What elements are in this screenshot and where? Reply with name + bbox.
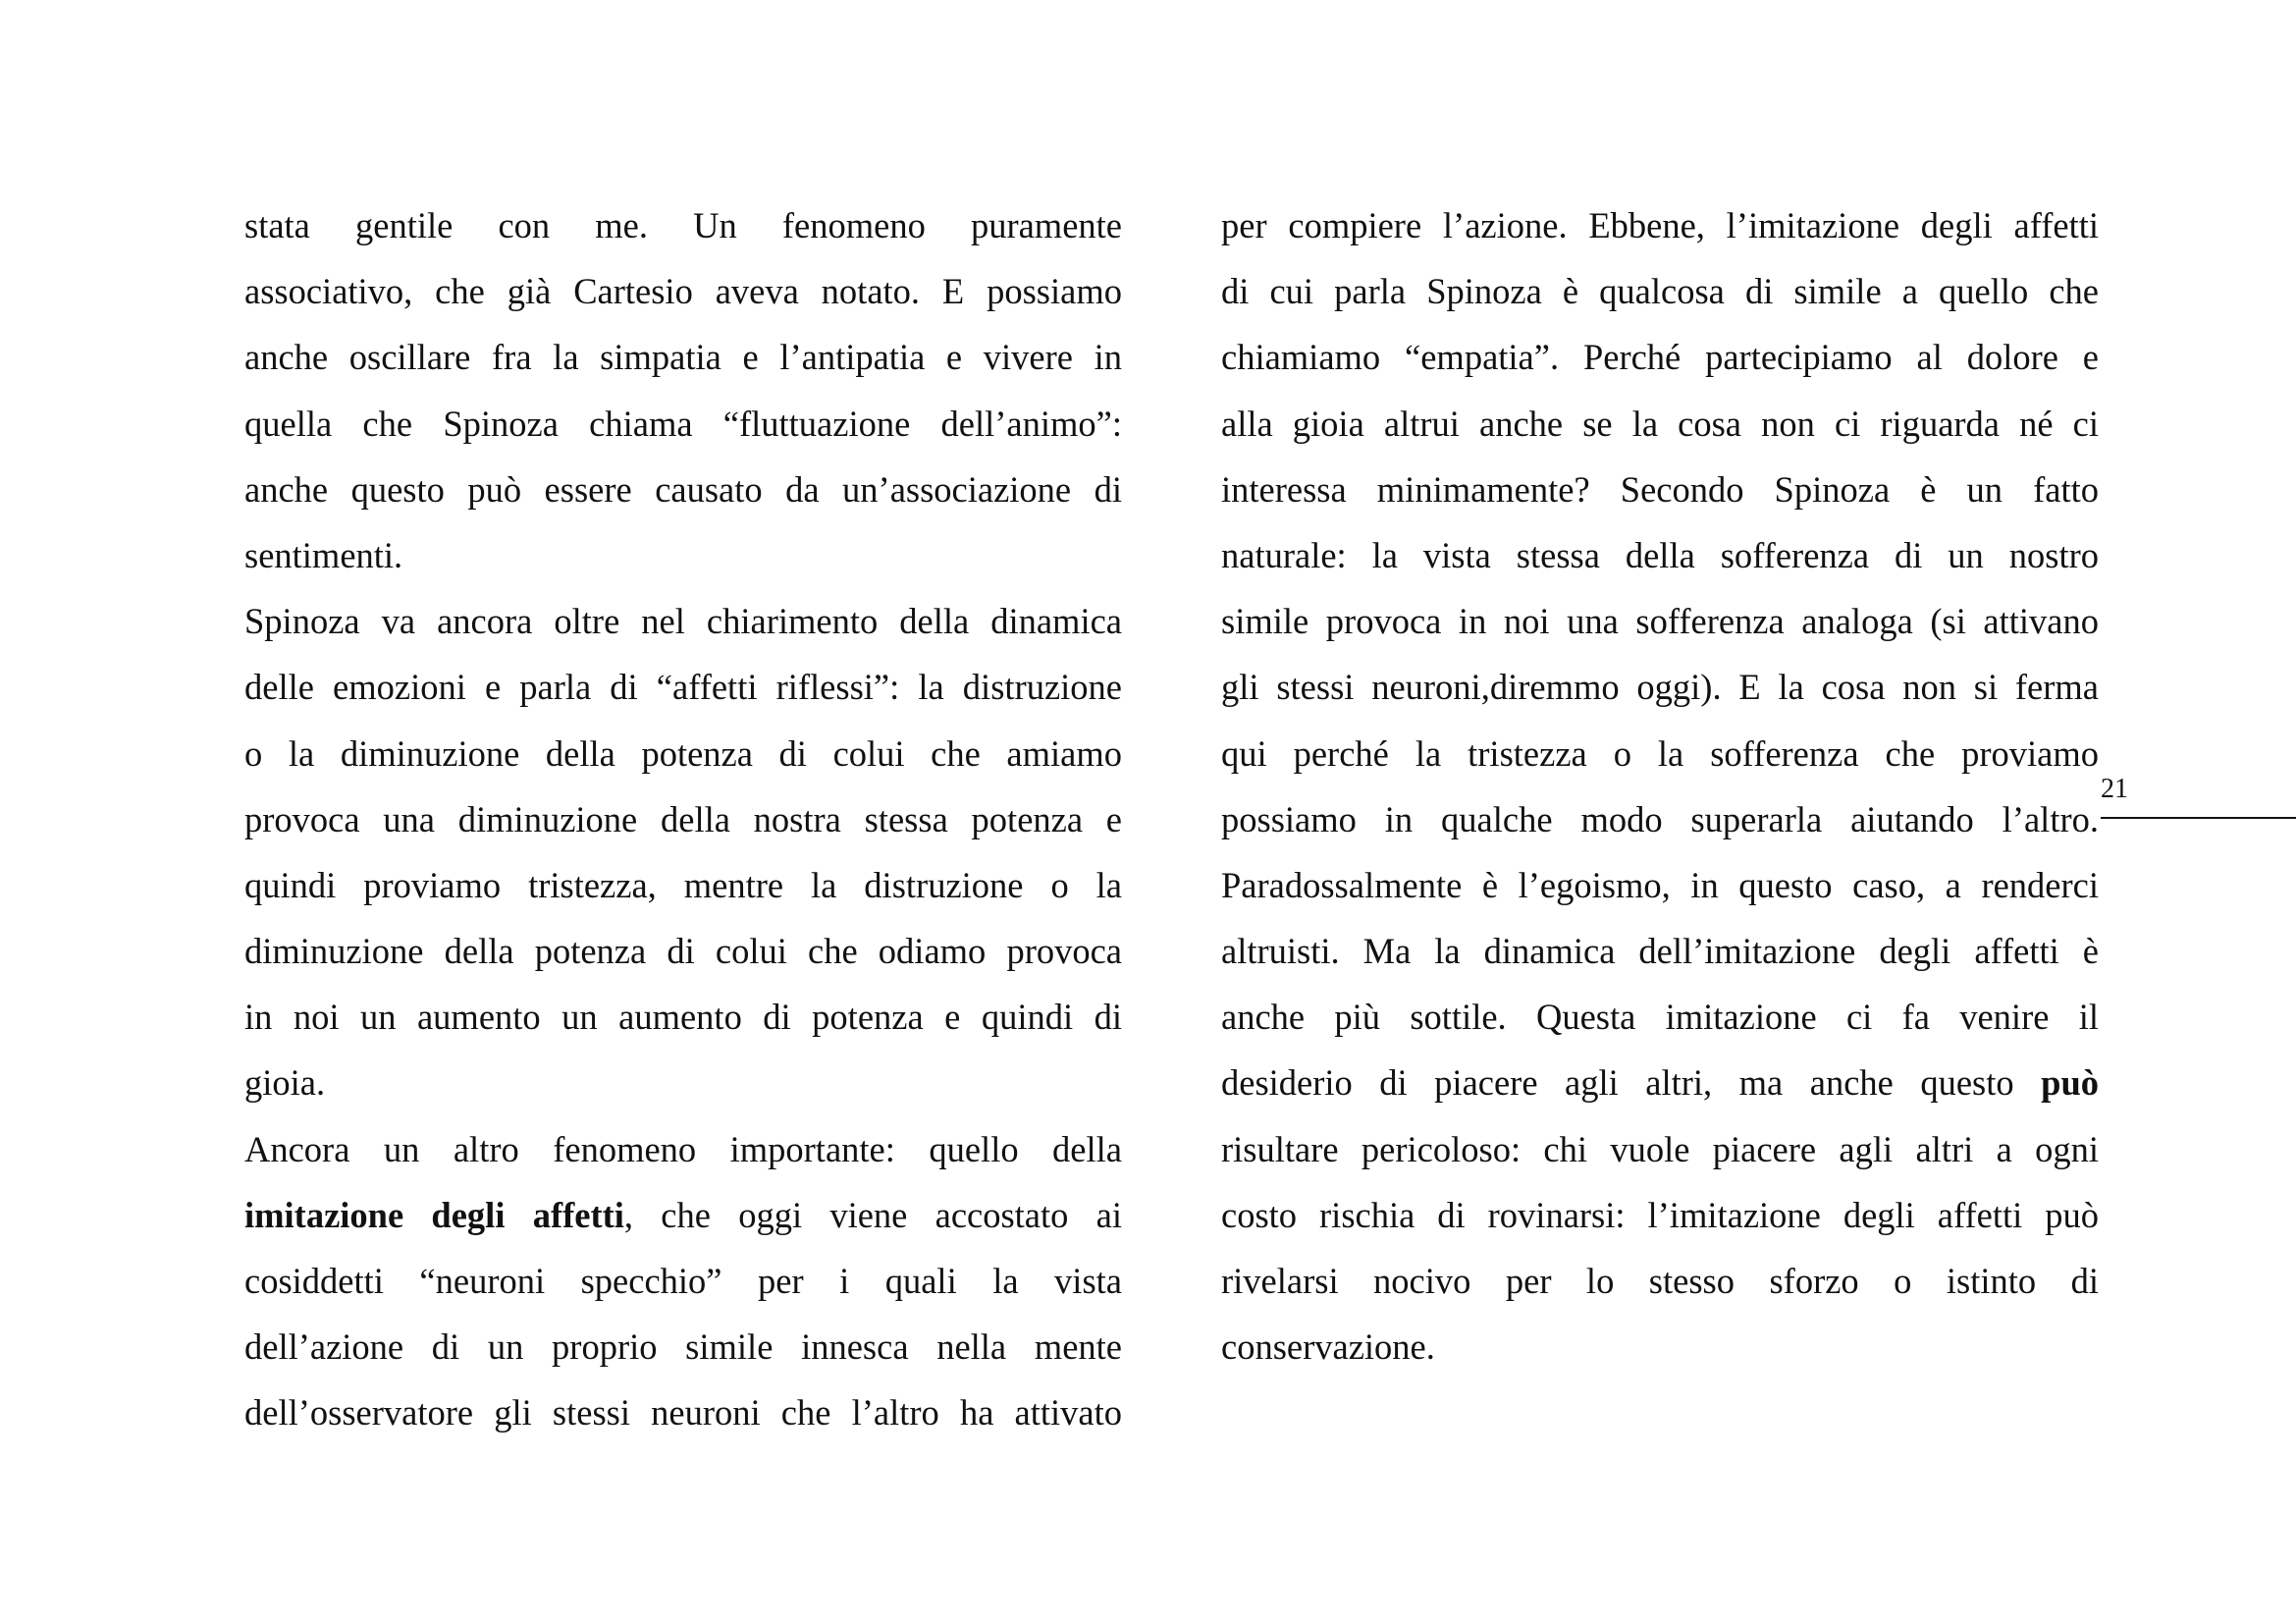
text-line: interessa minimamente? Secondo Spinoza è un fatto xyxy=(1221,468,2099,510)
text-line: cosiddetti “neuroni specchio” per i quali la vista xyxy=(244,1261,1122,1301)
footnote-separator xyxy=(2101,817,2296,819)
text-line-with-bold xyxy=(244,1182,1122,1248)
text-line-with-bold xyxy=(1221,1050,2099,1115)
text-line: rivelarsi nocivo per lo stesso sforzo o istinto di xyxy=(1221,1261,2099,1301)
footnote-reference: 21 xyxy=(2101,774,2128,804)
text-line: dell’azione di un proprio simile innesca nella mente xyxy=(244,1326,1122,1368)
text-line: diminuzione della potenza di colui che odiamo provoca xyxy=(244,931,1122,972)
text-line: provoca una diminuzione della nostra stessa potenza e xyxy=(244,798,1122,839)
text-line: costo rischia di rovinarsi: l’imitazione degli affetti può xyxy=(1221,1194,2099,1235)
text-line: delle emozioni e parla di “affetti riflessi”: la distruzione xyxy=(244,667,1122,708)
text-line: altruisti. Ma la dinamica dell’imitazione degli affetti è xyxy=(1221,931,2099,972)
text-line: qui perché la tristezza o la sofferenza che proviamo xyxy=(1221,732,2099,774)
left-text-column xyxy=(244,192,1122,1446)
text-line: naturale: la vista stessa della sofferenza di un nostro xyxy=(1221,534,2099,575)
text-line: o la diminuzione della potenza di colui che amiamo xyxy=(244,732,1122,774)
text-line: stata gentile con me. Un fenomeno puramente xyxy=(244,205,1122,245)
text-line: anche più sottile. Questa imitazione ci fa venire il xyxy=(1221,997,2099,1038)
text-line: in noi un aumento un aumento di potenza e quindi di xyxy=(244,997,1122,1038)
text-line: Spinoza va ancora oltre nel chiarimento della dinamica xyxy=(244,601,1122,642)
right-text-column xyxy=(1221,192,2099,1380)
text-line: risultare pericoloso: chi vuole piacere agli altri a ogni xyxy=(1221,1128,2099,1169)
text-line: quella che Spinoza chiama “fluttuazione dell’animo”: xyxy=(244,403,1122,444)
text-line: associativo, che già Cartesio aveva notato. E possiamo xyxy=(244,271,1122,312)
bold-term: imitazione degli affetti xyxy=(244,1194,624,1235)
text-fragment: desiderio di piacere agli altri, ma anche questo xyxy=(1221,1062,2042,1104)
text-line: conservazione. xyxy=(1221,1326,1435,1368)
text-fragment: , che oggi viene accostato ai xyxy=(623,1194,1122,1235)
text-line: Paradossalmente è l’egoismo, in questo caso, a renderci xyxy=(1221,864,2099,905)
text-line: sentimenti. xyxy=(244,534,403,575)
text-line: Ancora un altro fenomeno importante: quello della xyxy=(244,1128,1122,1169)
text-line: quindi proviamo tristezza, mentre la distruzione o la xyxy=(244,864,1122,905)
text-line: gioia. xyxy=(244,1062,326,1104)
text-line: dell’osservatore gli stessi neuroni che l’altro ha attivato xyxy=(244,1392,1122,1434)
text-line: anche oscillare fra la simpatia e l’antipatia e vivere in xyxy=(244,337,1122,378)
text-line: per compiere l’azione. Ebbene, l’imitazione degli affetti xyxy=(1221,205,2099,245)
text-line: gli stessi neuroni,diremmo oggi). E la cosa non si ferma xyxy=(1221,667,2099,708)
text-line: alla gioia altrui anche se la cosa non ci riguarda né ci xyxy=(1221,403,2099,444)
bold-term: può xyxy=(2041,1062,2099,1104)
text-line: anche questo può essere causato da un’associazione di xyxy=(244,468,1122,510)
text-line: di cui parla Spinoza è qualcosa di simile a quello che xyxy=(1221,271,2099,312)
text-line: possiamo in qualche modo superarla aiutando l’altro. xyxy=(1221,798,2099,839)
text-line: chiamiamo “empatia”. Perché partecipiamo al dolore e xyxy=(1221,337,2099,378)
text-line: simile provoca in noi una sofferenza analoga (si attivano xyxy=(1221,601,2099,642)
